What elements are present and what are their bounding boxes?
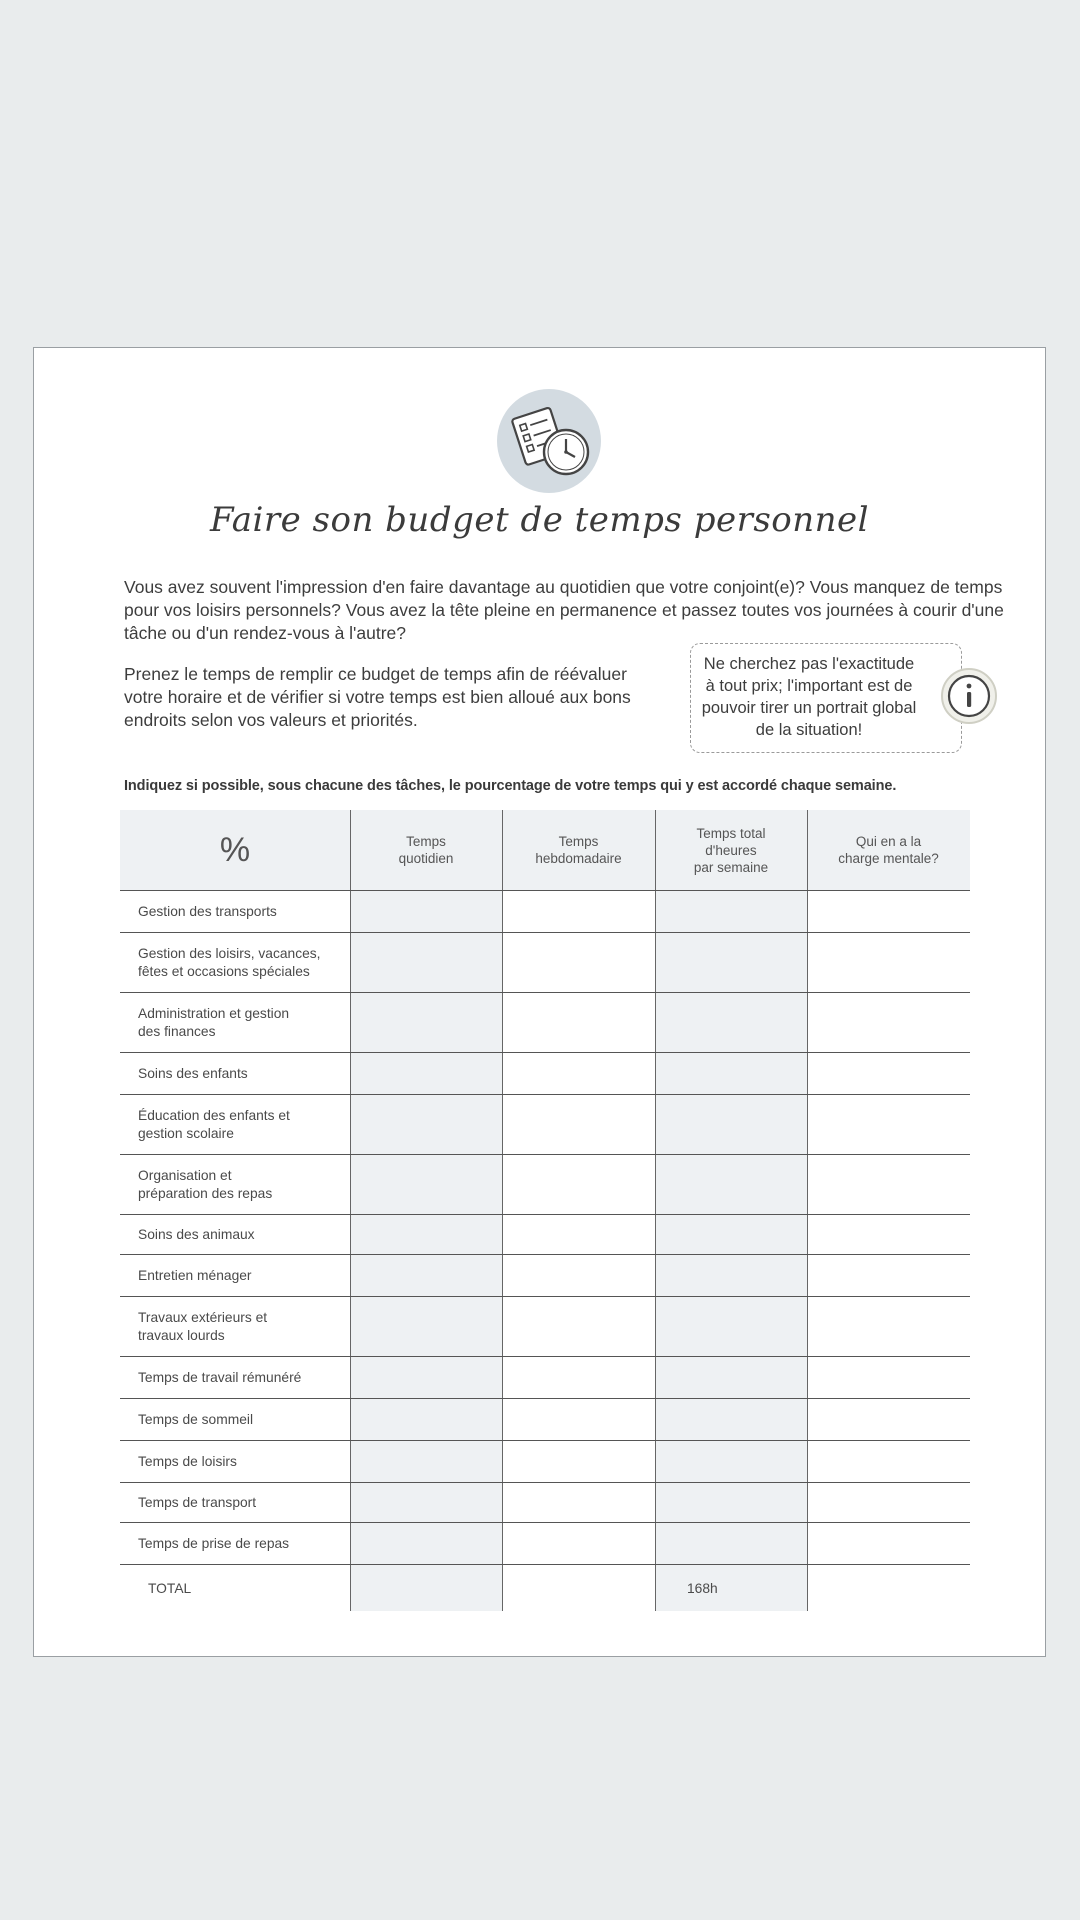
task-label: Éducation des enfants et gestion scolaire	[138, 1107, 290, 1141]
total-hours-cell[interactable]	[655, 1297, 807, 1356]
daily-time-cell[interactable]	[350, 933, 502, 992]
weekly-time-cell[interactable]	[502, 891, 655, 932]
daily-time-cell[interactable]	[350, 1357, 502, 1398]
table-row	[120, 1297, 970, 1357]
total-hours-cell[interactable]	[655, 1523, 807, 1564]
table-row	[120, 993, 970, 1053]
daily-time-cell[interactable]	[350, 1215, 502, 1254]
mental-load-cell[interactable]	[807, 1357, 970, 1398]
mental-load-cell[interactable]	[807, 933, 970, 992]
table-row	[120, 1215, 970, 1255]
mental-load-cell[interactable]	[807, 1399, 970, 1440]
table-row	[120, 1523, 970, 1565]
task-label: Gestion des transports	[138, 903, 277, 919]
weekly-time-cell[interactable]	[502, 1565, 655, 1611]
total-hours-cell[interactable]	[655, 1483, 807, 1522]
weekly-time-cell[interactable]	[502, 1255, 655, 1296]
page-title: Faire son budget de temps personnel	[209, 500, 870, 540]
daily-time-cell[interactable]	[350, 1155, 502, 1214]
daily-time-cell[interactable]	[350, 1053, 502, 1094]
intro-paragraph: Vous avez souvent l'impression d'en faire davantage au quotidien que votre conjoint(e)? Vous manquez de temps pour vos loisirs personnels? Vous avez la tête pleine en permanence et passez toutes vos journées à courir d'une tâche ou d'un rendez-vous à l'autre?	[124, 577, 1004, 643]
header-mental-load: Qui en a la charge mentale?	[838, 834, 939, 866]
task-label: Entretien ménager	[138, 1267, 252, 1283]
task-label: Soins des animaux	[138, 1226, 255, 1242]
mental-load-cell[interactable]	[807, 1215, 970, 1254]
table-row	[120, 1357, 970, 1399]
total-hours-cell[interactable]	[655, 891, 807, 932]
task-label: Temps de loisirs	[138, 1453, 237, 1469]
header-weekly-time: Temps hebdomadaire	[535, 834, 622, 866]
table-row	[120, 933, 970, 993]
weekly-time-cell[interactable]	[502, 1215, 655, 1254]
table-row	[120, 1155, 970, 1215]
total-hours-cell[interactable]	[655, 1357, 807, 1398]
total-hours-cell[interactable]	[655, 1399, 807, 1440]
daily-time-cell[interactable]	[350, 1523, 502, 1564]
mental-load-cell[interactable]	[807, 1523, 970, 1564]
info-icon	[939, 666, 999, 726]
task-label: Temps de sommeil	[138, 1411, 254, 1427]
daily-time-cell[interactable]	[350, 1297, 502, 1356]
table-row	[120, 1399, 970, 1441]
header-total-hours: Temps total d'heures par semaine	[693, 825, 769, 875]
task-label: Organisation et préparation des repas	[138, 1167, 273, 1201]
total-hours-cell[interactable]	[655, 1215, 807, 1254]
instruction-text: Indiquez si possible, sous chacune des tâches, le pourcentage de votre temps qui y est accordé chaque semaine.	[124, 778, 897, 794]
mental-load-cell[interactable]	[807, 1565, 970, 1611]
daily-time-cell[interactable]	[350, 1483, 502, 1522]
total-hours-cell[interactable]	[655, 1053, 807, 1094]
task-label: Temps de transport	[138, 1494, 257, 1510]
task-label: Temps de prise de repas	[138, 1535, 290, 1551]
mental-load-cell[interactable]	[807, 1483, 970, 1522]
task-label: Travaux extérieurs et travaux lourds	[138, 1309, 268, 1343]
table-row	[120, 1255, 970, 1297]
total-hours-value: 168h	[687, 1580, 718, 1596]
table-body	[120, 891, 970, 1611]
header-percent: %	[219, 830, 251, 869]
daily-time-cell[interactable]	[350, 1441, 502, 1482]
table-header	[120, 810, 970, 891]
worksheet-page	[33, 347, 1046, 1657]
table-row	[120, 1483, 970, 1523]
weekly-time-cell[interactable]	[502, 1095, 655, 1154]
weekly-time-cell[interactable]	[502, 1297, 655, 1356]
daily-time-cell[interactable]	[350, 1095, 502, 1154]
daily-time-cell[interactable]	[350, 891, 502, 932]
table-row	[120, 1095, 970, 1155]
checklist-clock-icon	[494, 386, 604, 496]
mental-load-cell[interactable]	[807, 993, 970, 1052]
header-daily-time: Temps quotidien	[398, 834, 454, 866]
tip-text: Ne cherchez pas l'exactitude à tout prix; l'important est de pouvoir tirer un portrait global de la situation!	[701, 655, 917, 739]
table-row	[120, 1053, 970, 1095]
daily-time-cell[interactable]	[350, 1565, 502, 1611]
intro-paragraph-2: Prenez le temps de remplir ce budget de temps afin de réévaluer votre horaire et de vérifier si votre temps est bien alloué aux bons endroits selon vos valeurs et priorités.	[124, 664, 631, 730]
task-label: Gestion des loisirs, vacances, fêtes et occasions spéciales	[138, 945, 321, 979]
task-label: Administration et gestion des finances	[138, 1005, 290, 1039]
weekly-time-cell[interactable]	[502, 1523, 655, 1564]
total-hours-cell[interactable]	[655, 1255, 807, 1296]
weekly-time-cell[interactable]	[502, 1441, 655, 1482]
total-hours-cell[interactable]	[655, 993, 807, 1052]
total-row	[120, 1565, 970, 1611]
weekly-time-cell[interactable]	[502, 1155, 655, 1214]
mental-load-cell[interactable]	[807, 1441, 970, 1482]
daily-time-cell[interactable]	[350, 993, 502, 1052]
task-label: Temps de travail rémunéré	[138, 1369, 302, 1385]
daily-time-cell[interactable]	[350, 1255, 502, 1296]
mental-load-cell[interactable]	[807, 1297, 970, 1356]
mental-load-cell[interactable]	[807, 1155, 970, 1214]
mental-load-cell[interactable]	[807, 891, 970, 932]
total-hours-cell[interactable]	[655, 933, 807, 992]
table-row	[120, 1441, 970, 1483]
mental-load-cell[interactable]	[807, 1053, 970, 1094]
total-hours-cell[interactable]	[655, 1441, 807, 1482]
total-hours-cell[interactable]	[655, 1155, 807, 1214]
weekly-time-cell[interactable]	[502, 1399, 655, 1440]
total-hours-cell[interactable]	[655, 1095, 807, 1154]
weekly-time-cell[interactable]	[502, 1483, 655, 1522]
tip-box	[690, 643, 962, 753]
daily-time-cell[interactable]	[350, 1399, 502, 1440]
weekly-time-cell[interactable]	[502, 1053, 655, 1094]
mental-load-cell[interactable]	[807, 1255, 970, 1296]
total-label: TOTAL	[148, 1580, 192, 1596]
weekly-time-cell[interactable]	[502, 933, 655, 992]
time-budget-table	[120, 810, 970, 1611]
table-row	[120, 891, 970, 933]
task-label: Soins des enfants	[138, 1065, 248, 1081]
total-hours-cell[interactable]	[655, 1565, 807, 1611]
weekly-time-cell[interactable]	[502, 1357, 655, 1398]
mental-load-cell[interactable]	[807, 1095, 970, 1154]
weekly-time-cell[interactable]	[502, 993, 655, 1052]
